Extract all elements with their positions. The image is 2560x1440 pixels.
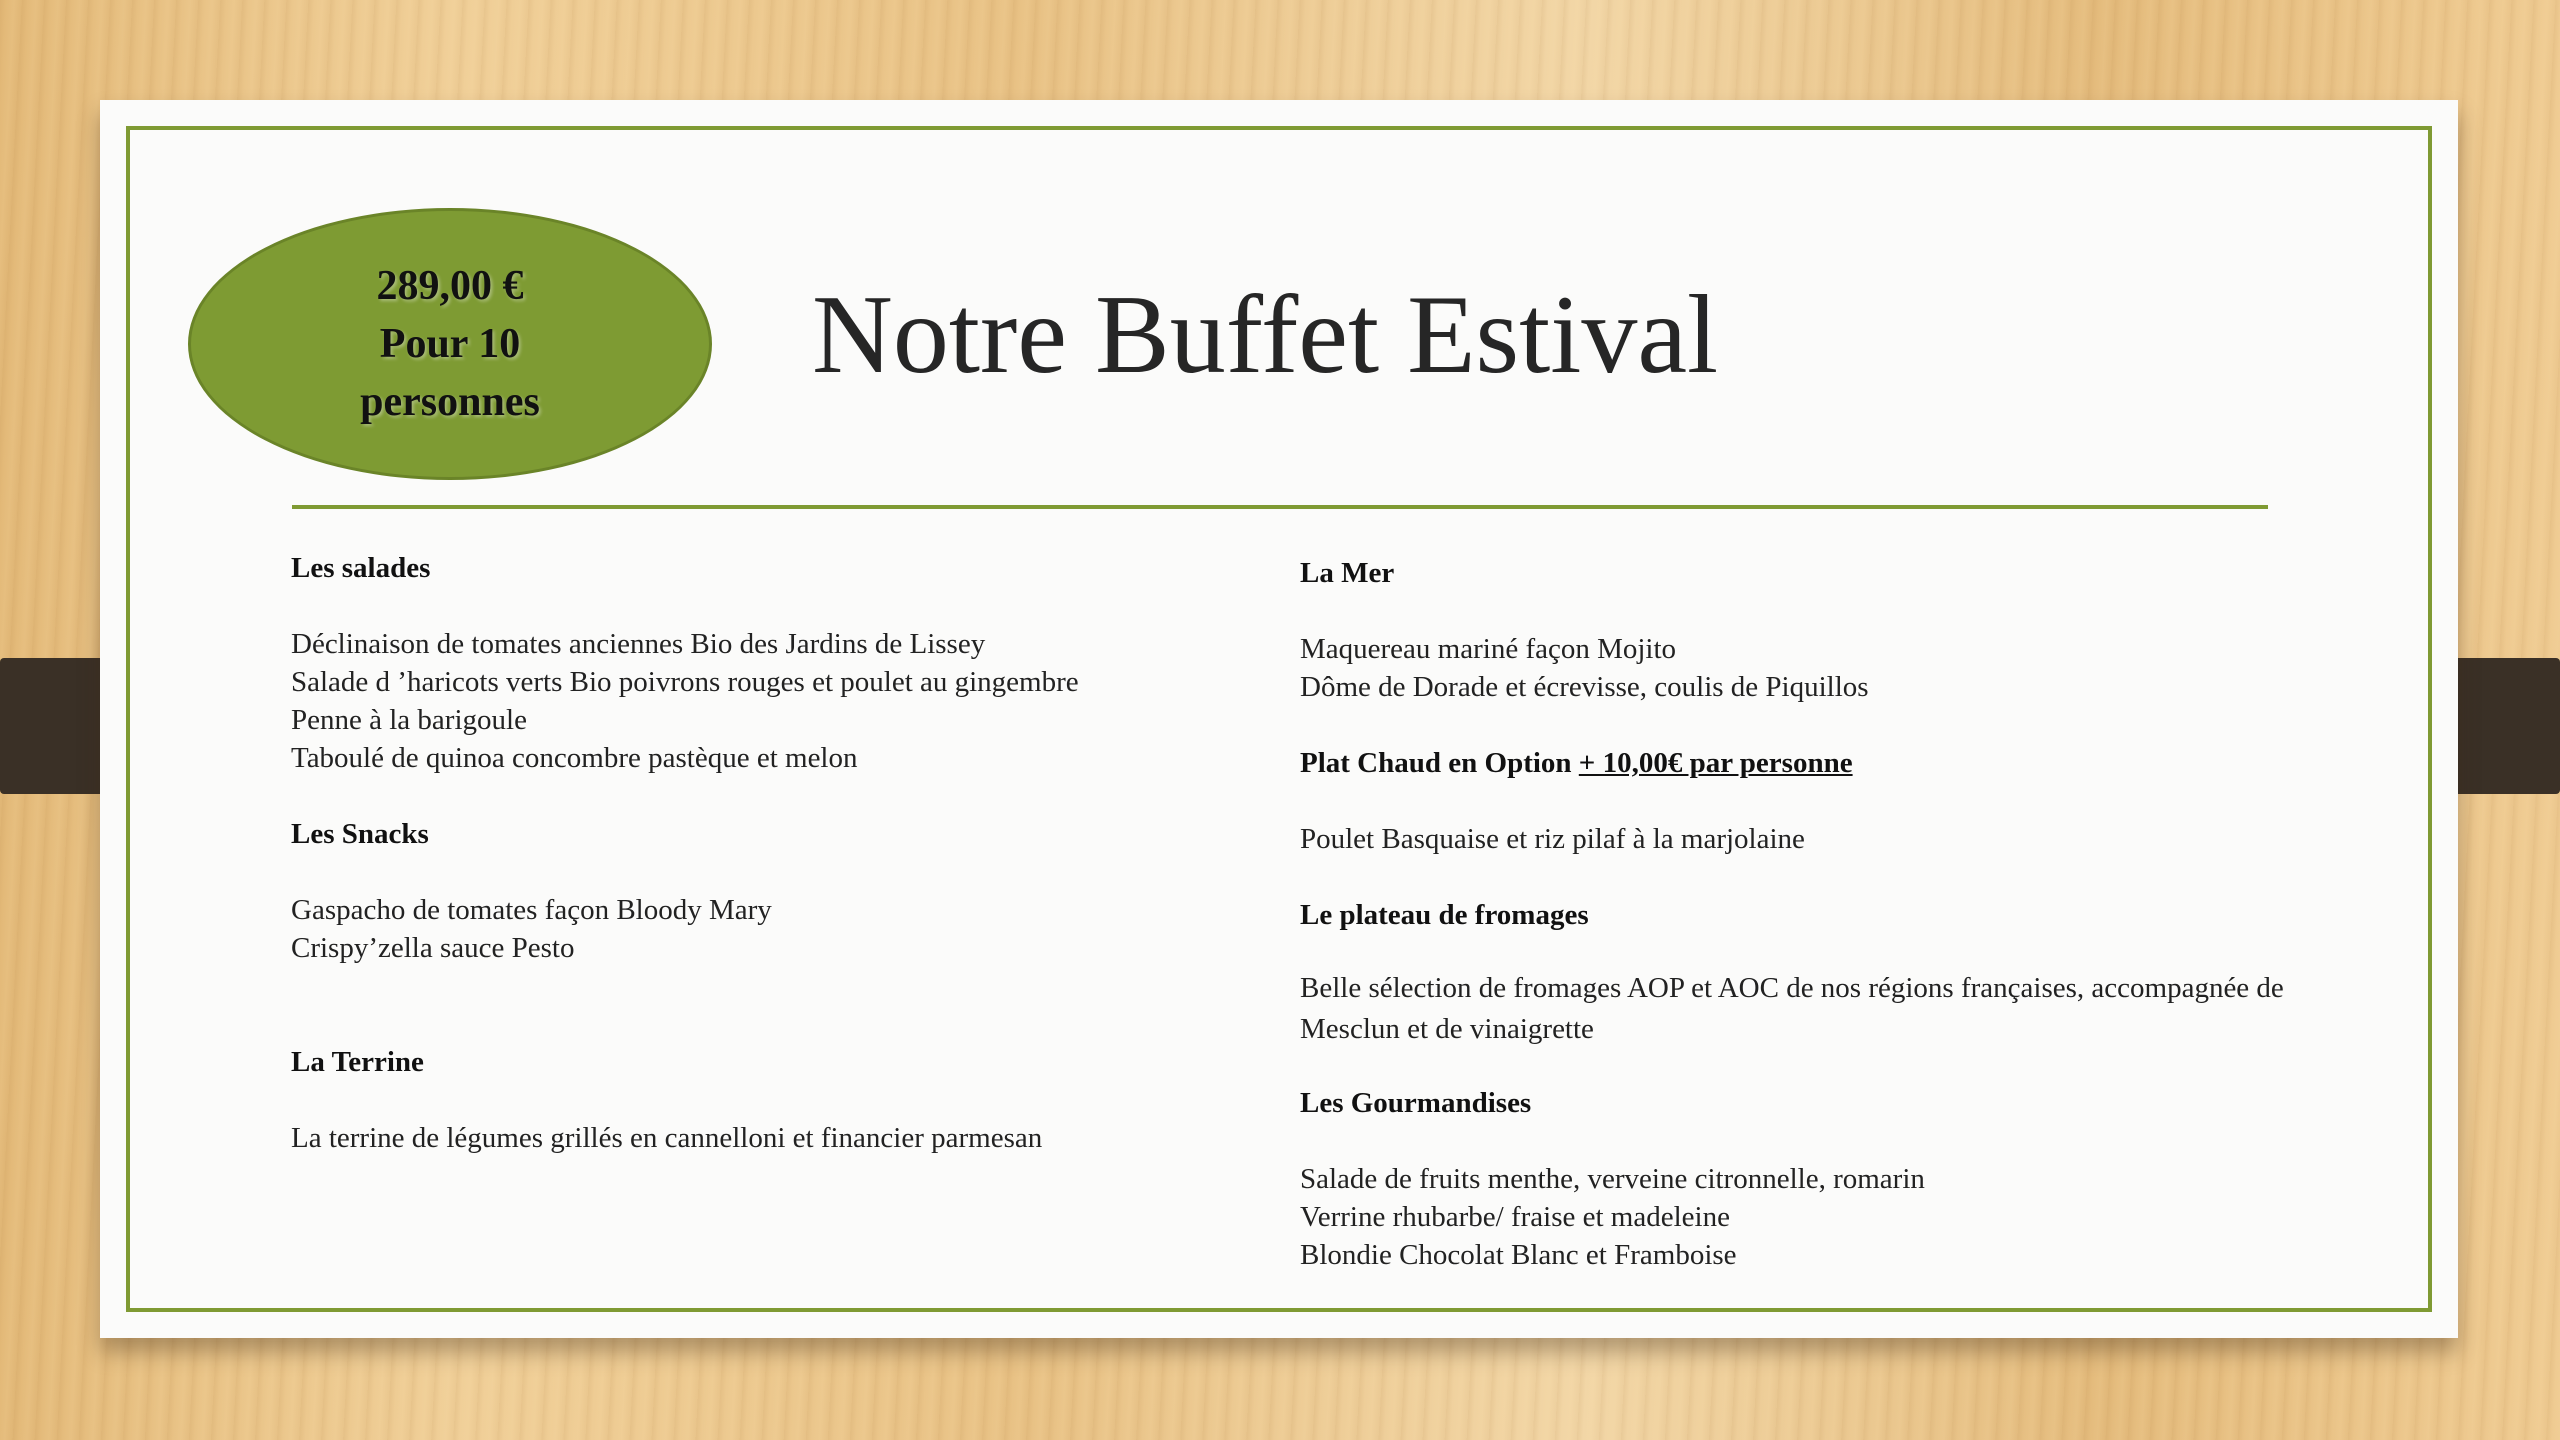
price-badge — [188, 208, 712, 480]
section-heading-plat-chaud — [1300, 744, 2350, 782]
list-item: Déclinaison de tomates anciennes Bio des Jardins de Lissey — [291, 628, 986, 660]
list-item: Maquereau mariné façon Mojito — [1300, 633, 1677, 665]
list-item: Taboulé de quinoa concombre pastèque et melon — [291, 742, 858, 774]
title-divider — [292, 505, 2268, 509]
menu-card — [100, 100, 2458, 1338]
fromages-description: Belle sélection de fromages AOP et AOC de nos régions françaises, accompagnée de Mesclun et de vinaigrette — [1300, 972, 2284, 1045]
section-heading-mer: La Mer — [1300, 557, 1395, 589]
list-item: La terrine de légumes grillés en cannelloni et financier parmesan — [291, 1122, 1043, 1154]
list-item: Poulet Basquaise et riz pilaf à la marjolaine — [1300, 823, 1805, 855]
plat-chaud-label: Plat Chaud en Option — [1300, 747, 1579, 779]
list-item: Verrine rhubarbe/ fraise et madeleine — [1300, 1201, 1730, 1233]
section-heading-terrine: La Terrine — [291, 1046, 424, 1078]
list-item: Blondie Chocolat Blanc et Framboise — [1300, 1239, 1737, 1271]
section-heading-snacks: Les Snacks — [291, 818, 429, 850]
list-item: Gaspacho de tomates façon Bloody Mary — [291, 894, 772, 926]
plat-chaud-price: + 10,00€ par personne — [1578, 747, 1853, 779]
list-item: Dôme de Dorade et écrevisse, coulis de Piquillos — [1300, 671, 1869, 703]
list-item: Salade de fruits menthe, verveine citronnelle, romarin — [1300, 1163, 1925, 1195]
right-column — [1300, 554, 2350, 1274]
badge-line-3: personnes — [360, 379, 540, 425]
list-item: Penne à la barigoule — [291, 704, 527, 736]
badge-line-2: Pour 10 — [379, 321, 521, 367]
badge-price: 289,00 € — [376, 263, 524, 309]
section-heading-gourmandises: Les Gourmandises — [1300, 1087, 1532, 1119]
list-item: Salade d ’haricots verts Bio poivrons rouges et poulet au gingembre — [291, 666, 1079, 698]
page-title: Notre Buffet Estival — [812, 273, 1719, 397]
section-heading-fromages: Le plateau de fromages — [1300, 899, 1589, 931]
left-column — [291, 549, 1251, 1157]
section-heading-salades: Les salades — [291, 552, 431, 584]
list-item: Crispy’zella sauce Pesto — [291, 932, 575, 964]
